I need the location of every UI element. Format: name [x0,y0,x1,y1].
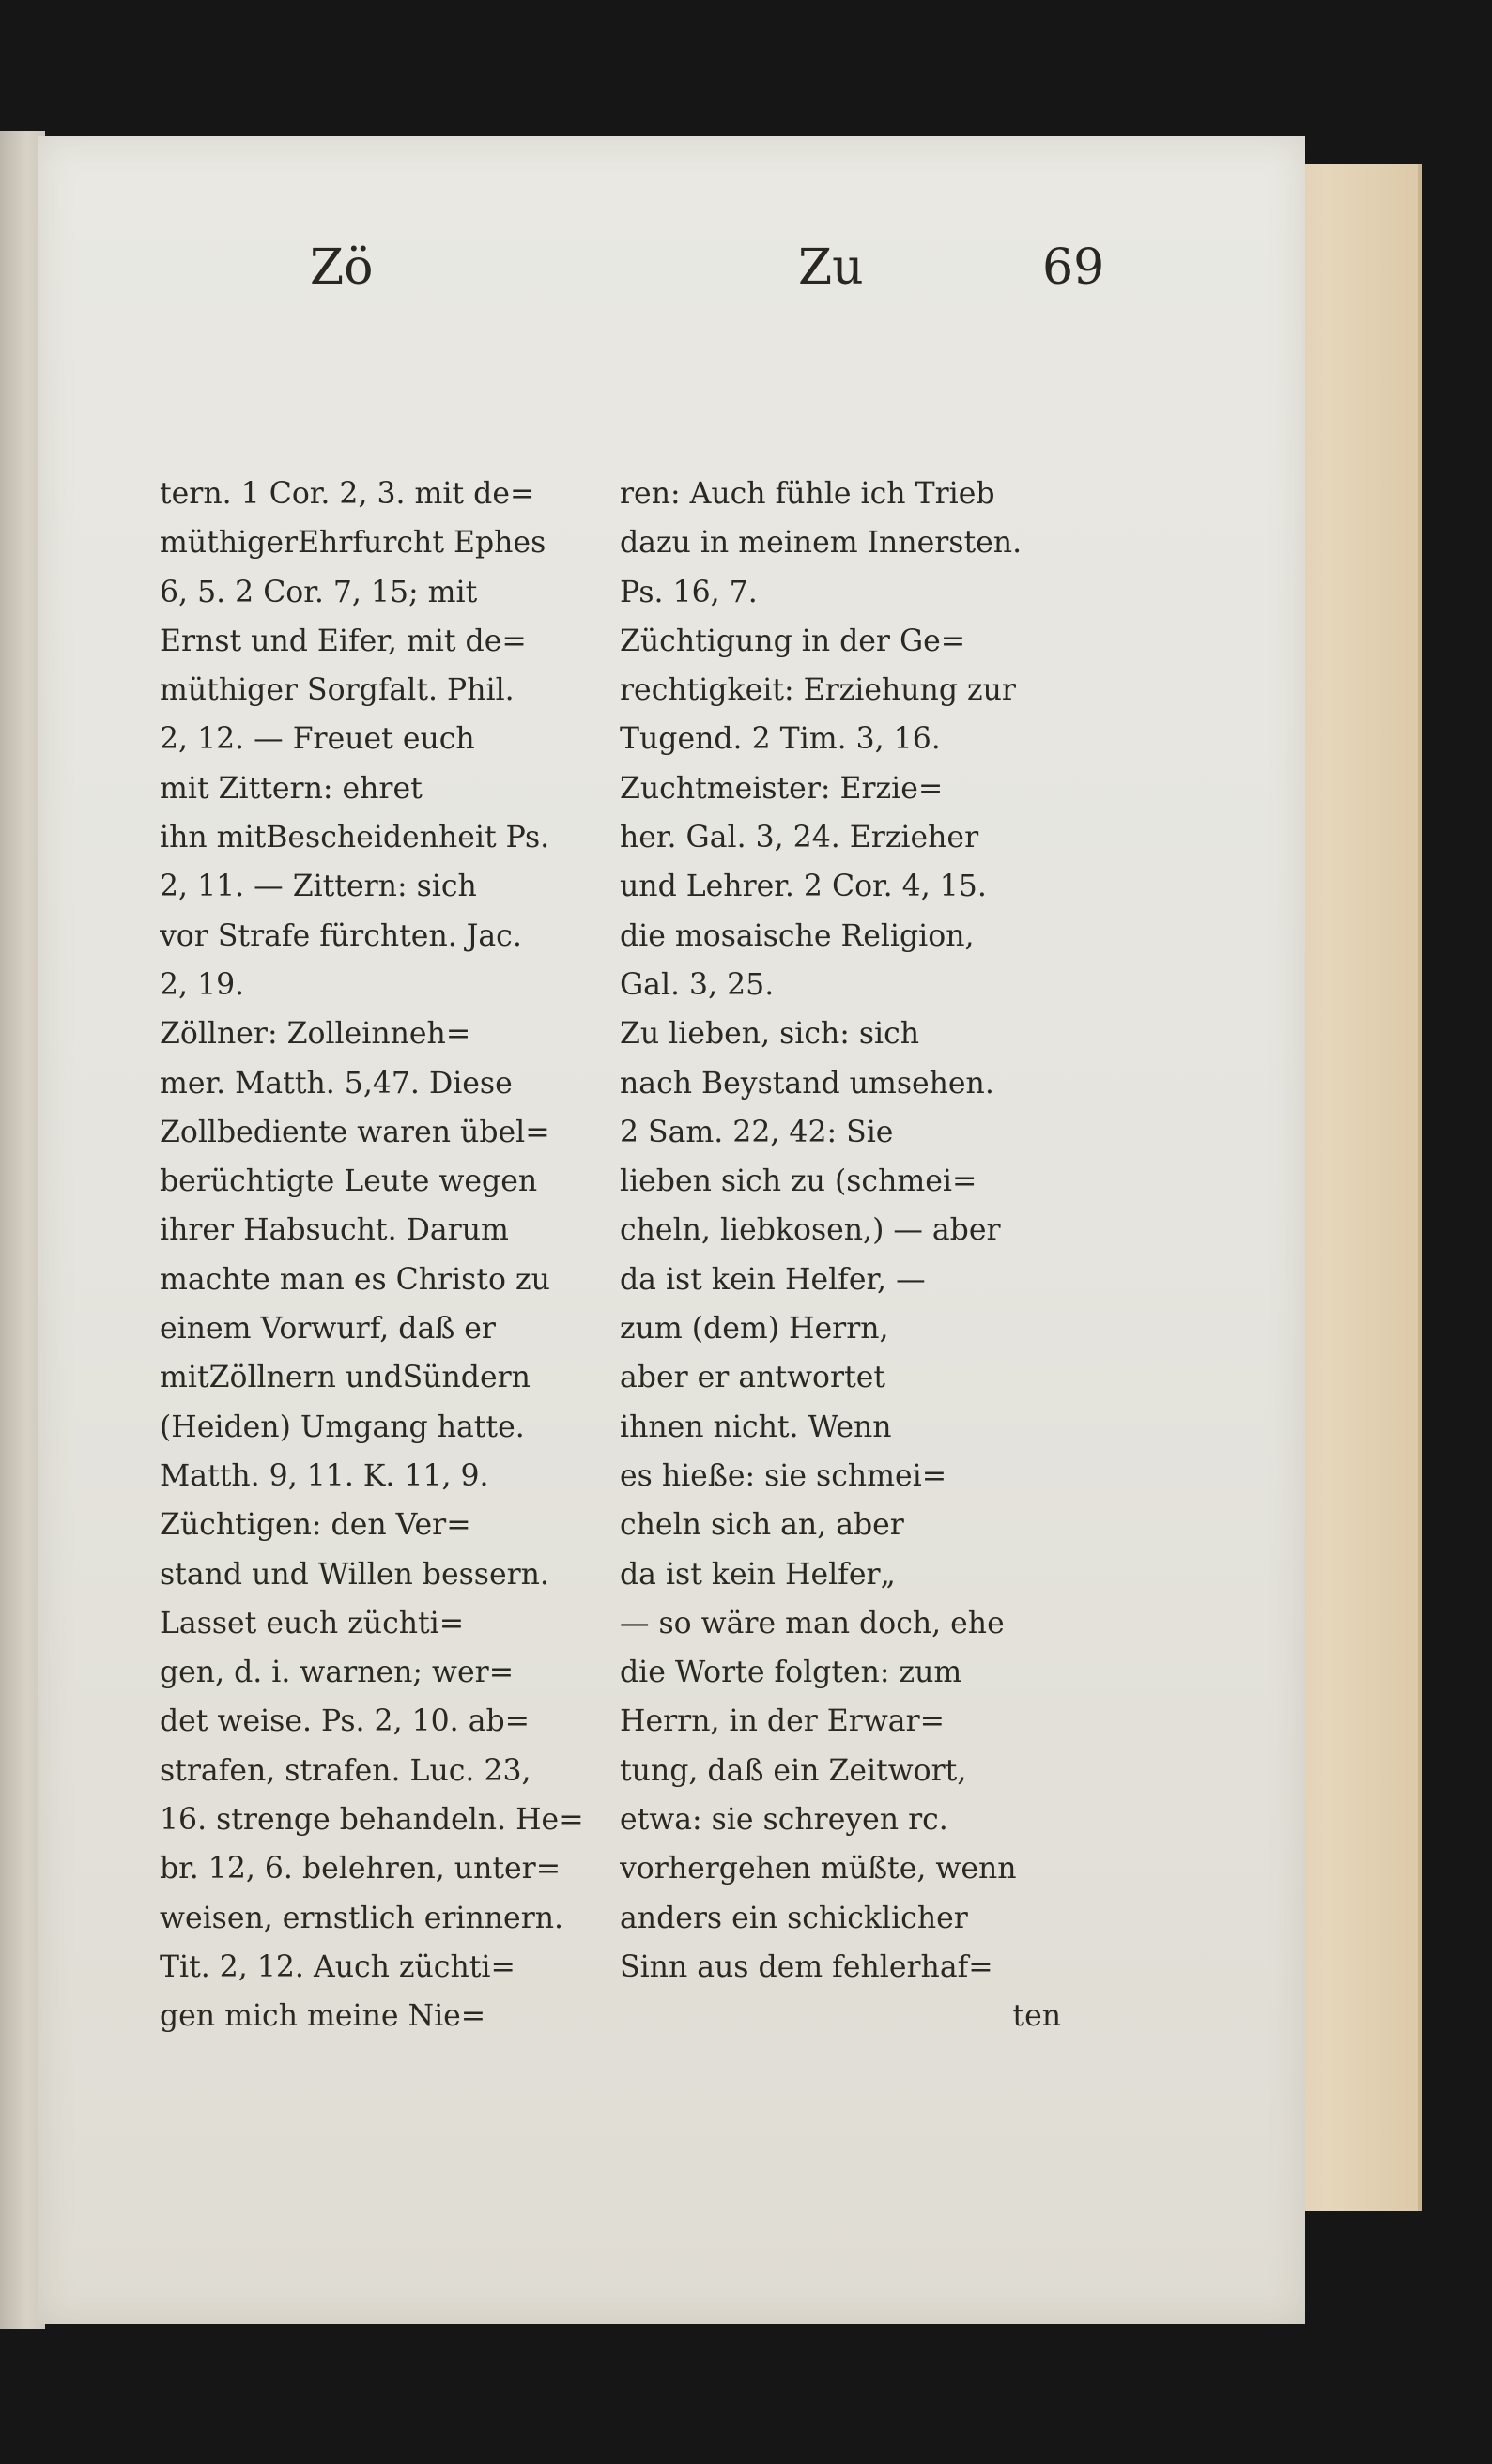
text-line: ihrer Habsucht. Darum [160,1213,509,1248]
text-line: gen, d. i. warnen; wer= [160,1656,515,1690]
text-line: Ernst und Eifer, mit de= [160,624,527,658]
text-line: etwa: sie schreyen rc. [620,1803,948,1838]
text-line: da ist kein Helfer, — [620,1262,926,1297]
text-line: müthiger Sorgfalt. Phil. [160,673,515,708]
text-line: Herrn, in der Erwar= [620,1704,946,1739]
text-line: 6, 5. 2 Cor. 7, 15; mit [160,575,478,609]
text-line: Zuchtmeister: Erzie= [620,771,944,806]
header-catchword-center: Zu [798,239,864,296]
text-line: — so wäre man doch, ehe [620,1606,1005,1640]
text-line: da ist kein Helfer„ [620,1557,896,1592]
text-line: berüchtigte Leute wegen [160,1164,538,1199]
text-line: Gal. 3, 25. [620,967,775,1002]
text-line: 2, 12. — Freuet euch [160,722,475,757]
text-line: lieben sich zu (schmei= [620,1164,977,1199]
text-line: und Lehrer. 2 Cor. 4, 15. [620,870,987,904]
text-line: zum (dem) Herrn, [620,1312,889,1347]
text-line: cheln sich an, aber [620,1508,904,1543]
text-line: mer. Matth. 5,47. Diese [160,1066,513,1101]
text-line: gen mich meine Nie= [160,1999,486,2034]
text-line: mitZöllnern undSündern [160,1361,531,1395]
text-line: Zollbediente waren übel= [160,1115,550,1149]
text-line: Zu lieben, sich: sich [620,1017,920,1052]
text-line: müthigerEhrfurcht Ephes [160,526,546,561]
text-line: 16. strenge behandeln. He= [160,1803,584,1838]
text-line: nach Beystand umsehen. [620,1066,994,1101]
text-line: mit Zittern: ehret [160,771,423,806]
text-line: ren: Auch fühle ich Trieb [620,477,995,511]
text-line: tung, daß ein Zeitwort, [620,1753,967,1788]
text-line: Tugend. 2 Tim. 3, 16. [620,722,941,757]
text-line: weisen, ernstlich erinnern. [160,1901,564,1935]
text-line: Lasset euch züchti= [160,1606,465,1640]
page-number: 69 [1042,239,1105,296]
text-line: Zöllner: Zolleinneh= [160,1017,471,1052]
text-line: rechtigkeit: Erziehung zur [620,673,1016,708]
text-line: br. 12, 6. belehren, unter= [160,1852,561,1886]
running-header [131,239,1164,324]
text-line: (Heiden) Umgang hatte. [160,1409,525,1444]
text-line: ihn mitBescheidenheit Ps. [160,821,550,855]
text-line: stand und Willen bessern. [160,1557,549,1592]
text-line: Züchtigung in der Ge= [620,624,966,658]
text-line: Sinn aus dem fehlerhaf= [620,1949,993,1984]
text-line: Tit. 2, 12. Auch züchti= [160,1949,515,1984]
text-line: 2 Sam. 22, 42: Sie [620,1115,894,1149]
text-line: Züchtigen: den Ver= [160,1508,471,1543]
text-line: anders ein schicklicher [620,1901,968,1935]
text-line: die mosaische Religion, [620,918,975,953]
right-text-column [620,470,1061,2041]
text-line: vor Strafe fürchten. Jac. [160,918,522,953]
left-text-column [160,470,601,2041]
text-line: Ps. 16, 7. [620,575,758,609]
text-line: dazu in meinem Innersten. [620,526,1023,561]
text-line: 2, 19. [160,967,245,1002]
text-line: Matth. 9, 11. K. 11, 9. [160,1458,489,1493]
text-line: tern. 1 Cor. 2, 3. mit de= [160,477,535,511]
text-line: vorhergehen müßte, wenn [620,1852,1017,1886]
text-line: einem Vorwurf, daß er [160,1312,496,1347]
text-line: det weise. Ps. 2, 10. ab= [160,1704,531,1739]
text-line: ten [1012,1999,1061,2034]
text-line: machte man es Christo zu [160,1262,550,1297]
header-catchword-left: Zö [310,239,374,296]
text-line: es hieße: sie schmei= [620,1458,947,1493]
text-line: aber er antwortet [620,1361,886,1395]
text-line: her. Gal. 3, 24. Erzieher [620,821,979,855]
text-line: cheln, liebkosen,) — aber [620,1213,1001,1248]
text-line: die Worte folgten: zum [620,1656,962,1690]
text-line: 2, 11. — Zittern: sich [160,870,477,904]
text-line: ihnen nicht. Wenn [620,1409,892,1444]
text-line: strafen, strafen. Luc. 23, [160,1753,531,1788]
